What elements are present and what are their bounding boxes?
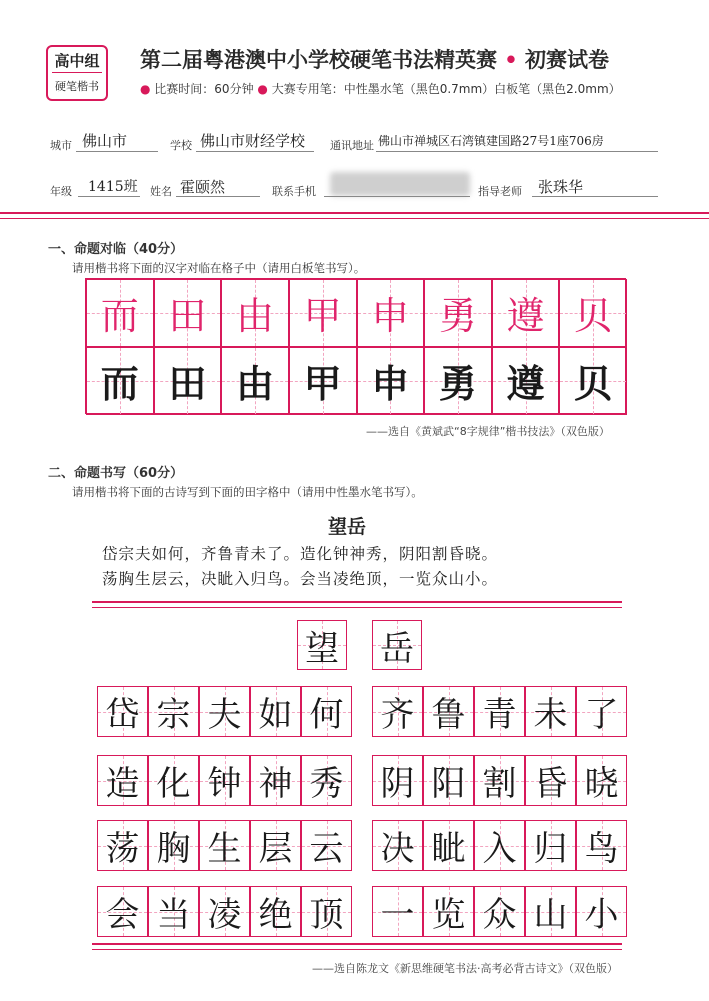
- poem-cell: [250, 820, 301, 871]
- poem-cell-char: 当: [156, 895, 191, 935]
- poem-cell-char: 入: [482, 829, 517, 869]
- phone-label: 联系手机: [272, 185, 316, 198]
- poem-cell-char: 何: [309, 695, 344, 735]
- model-cell: [221, 279, 289, 347]
- poem-cell-char: 归: [533, 829, 568, 869]
- poem-cell: [576, 755, 627, 806]
- poem-cell: [301, 686, 352, 737]
- poem-cell: [250, 755, 301, 806]
- poem-cell: [148, 820, 199, 871]
- model-cell: [289, 279, 357, 347]
- copy-cell-char: 田: [168, 361, 207, 407]
- poem-line-2: 荡胸生层云，决眦入归鸟。会当凌绝顶，一览众山小。: [102, 570, 499, 588]
- poem-cell-char: 夫: [207, 695, 242, 735]
- copy-cell: [357, 347, 425, 415]
- poem-cell: [372, 886, 423, 937]
- poem-cell-char: 生: [207, 829, 242, 869]
- copy-cell-char: 勇: [438, 361, 477, 407]
- poem-cell-char: 宗: [156, 695, 191, 735]
- section2-rule-thin: [92, 607, 622, 608]
- poem-cell: [301, 820, 352, 871]
- copy-grid: [85, 278, 626, 414]
- copy-cell: [559, 347, 627, 415]
- school-label: 学校: [170, 139, 192, 152]
- teacher-value[interactable]: 张珠华: [538, 178, 584, 196]
- poem-cell: [474, 686, 525, 737]
- copy-cell: [289, 347, 357, 415]
- poem-cell-char: 造: [105, 764, 140, 804]
- copy-cell-char: 由: [236, 361, 275, 407]
- poem-cell: [148, 686, 199, 737]
- poem-cell-char: 未: [533, 695, 568, 735]
- contest-info: ● 比赛时间：60分钟 ● 大赛专用笔：中性墨水笔（黑色0.7mm）白板笔（黑色2.0mm）: [140, 82, 621, 96]
- poem-cell: [250, 686, 301, 737]
- poem-cell: [372, 820, 423, 871]
- section2-rule: [92, 601, 622, 603]
- page-title: [140, 44, 609, 74]
- poem-cell-char: 如: [258, 695, 293, 735]
- model-cell-char: 勇: [438, 294, 477, 339]
- copy-cell-char: 甲: [303, 361, 342, 407]
- copy-cell-char: 遵: [506, 361, 545, 407]
- name-underline: [176, 196, 260, 197]
- section2-instruction: 请用楷书将下面的古诗写到下面的田字格中（请用中性墨水笔书写）。: [72, 485, 423, 499]
- poem-cell: [576, 686, 627, 737]
- model-cell-char: 甲: [303, 294, 342, 339]
- header-rule: [0, 212, 709, 214]
- poem-cell: [525, 886, 576, 937]
- grade-label: 年级: [50, 185, 72, 198]
- poem-cell-char: 青: [482, 695, 517, 735]
- poem-cell-char: 凌: [207, 895, 242, 935]
- poem-cell-char: 众: [482, 895, 517, 935]
- poem-cell: [250, 886, 301, 937]
- name-value[interactable]: 霍颐然: [180, 178, 226, 196]
- copy-cell: [221, 347, 289, 415]
- name-label: 姓名: [150, 185, 172, 198]
- poem-cell-char: 绝: [258, 895, 293, 935]
- model-cell: [86, 279, 154, 347]
- copy-cell: [424, 347, 492, 415]
- poem-cell-char: 了: [584, 695, 619, 735]
- model-cell-char: 遵: [506, 294, 545, 339]
- poem-title: 望岳: [328, 516, 367, 538]
- poem-cell: [525, 686, 576, 737]
- poem-cell-char: 岱: [105, 695, 140, 735]
- contest-time: 比赛时间：60分钟: [154, 82, 254, 96]
- poem-cell-char: 割: [482, 764, 517, 804]
- poem-cell: [199, 755, 250, 806]
- city-value[interactable]: 佛山市: [82, 132, 128, 150]
- phone-redacted: [330, 172, 470, 196]
- poem-cell-char: 小: [584, 895, 619, 935]
- address-value[interactable]: 佛山市禅城区石湾镇建国路27号1座706房: [378, 134, 604, 148]
- poem-cell-char: 顶: [309, 895, 344, 935]
- section2-bottom-rule-thin: [92, 949, 622, 950]
- group-badge: [46, 45, 108, 101]
- title-cell: [297, 620, 347, 670]
- poem-cell-char: 一: [380, 895, 415, 935]
- school-value[interactable]: 佛山市财经学校: [200, 132, 306, 150]
- teacher-label: 指导老师: [478, 185, 522, 198]
- section1-credit: ——选自《黄斌武“8字规律”楷书技法》（双色版）: [366, 425, 610, 438]
- address-underline: [376, 151, 658, 152]
- poem-cell: [301, 755, 352, 806]
- poem-cell-char: 齐: [380, 695, 415, 735]
- poem-cell: [474, 886, 525, 937]
- poem-cell: [423, 686, 474, 737]
- title-cell-char: 岳: [380, 628, 414, 669]
- city-underline: [76, 151, 158, 152]
- title-suffix: 初赛试卷: [525, 48, 610, 72]
- poem-cell: [199, 686, 250, 737]
- poem-cell-char: 眦: [431, 829, 466, 869]
- city-label: 城市: [50, 139, 72, 152]
- poem-cell-char: 昏: [533, 764, 568, 804]
- poem-cell-char: 云: [309, 829, 344, 869]
- poem-cell: [423, 886, 474, 937]
- poem-cell: [474, 755, 525, 806]
- section1-heading: 一、命题对临（40分）: [48, 242, 184, 257]
- school-underline: [196, 151, 314, 152]
- poem-cell-char: 鲁: [431, 695, 466, 735]
- section2-bottom-rule: [92, 943, 622, 945]
- model-cell: [492, 279, 560, 347]
- copy-cell: [154, 347, 222, 415]
- copy-cell: [86, 347, 154, 415]
- grade-underline: [78, 196, 140, 197]
- badge-category: 硬笔楷书: [55, 80, 99, 93]
- poem-cell: [525, 820, 576, 871]
- poem-cell: [525, 755, 576, 806]
- poem-cell: [372, 686, 423, 737]
- poem-cell: [301, 886, 352, 937]
- model-cell: [154, 279, 222, 347]
- poem-cell: [576, 820, 627, 871]
- teacher-underline: [532, 196, 658, 197]
- poem-cell-char: 览: [431, 895, 466, 935]
- poem-cell-char: 荡: [105, 829, 140, 869]
- poem-cell-char: 晓: [584, 764, 619, 804]
- model-cell: [559, 279, 627, 347]
- model-cell: [357, 279, 425, 347]
- address-label: 通讯地址: [330, 139, 374, 152]
- section2-credit: ——选自陈龙文《新思维硬笔书法·高考必背古诗文》（双色版）: [312, 962, 618, 975]
- poem-cell-char: 秀: [309, 764, 344, 804]
- poem-cell-char: 会: [105, 895, 140, 935]
- copy-cell-char: 申: [371, 361, 410, 407]
- poem-cell: [97, 886, 148, 937]
- title-cell-char: 望: [305, 628, 339, 669]
- poem-cell: [148, 755, 199, 806]
- poem-cell: [423, 755, 474, 806]
- poem-cell-char: 化: [156, 764, 191, 804]
- poem-line-1: 岱宗夫如何，齐鲁青未了。造化钟神秀，阴阳割昏晓。: [102, 545, 499, 563]
- poem-cell-char: 层: [258, 829, 293, 869]
- title-dot: •: [497, 48, 526, 72]
- poem-cell-char: 鸟: [584, 829, 619, 869]
- poem-cell: [474, 820, 525, 871]
- contest-pen: 大赛专用笔：中性墨水笔（黑色0.7mm）白板笔（黑色2.0mm）: [271, 82, 621, 96]
- model-cell: [424, 279, 492, 347]
- poem-cell-char: 钟: [207, 764, 242, 804]
- model-cell-char: 申: [371, 294, 410, 339]
- poem-cell: [199, 886, 250, 937]
- model-cell-char: 贝: [574, 294, 613, 339]
- badge-divider: [52, 72, 102, 73]
- poem-cell: [423, 820, 474, 871]
- poem-cell: [199, 820, 250, 871]
- poem-cell-char: 阳: [431, 764, 466, 804]
- section1-instruction: 请用楷书将下面的汉字对临在格子中（请用白板笔书写）。: [72, 261, 366, 275]
- poem-cell: [148, 886, 199, 937]
- header-rule-thin: [0, 218, 709, 219]
- title-main: 第二届粤港澳中小学校硬笔书法精英赛: [140, 48, 497, 72]
- section2-heading: 二、命题书写（60分）: [48, 466, 184, 481]
- poem-cell-char: 决: [380, 829, 415, 869]
- poem-cell: [97, 820, 148, 871]
- poem-cell-char: 神: [258, 764, 293, 804]
- poem-cell-char: 山: [533, 895, 568, 935]
- title-cell: [372, 620, 422, 670]
- phone-underline: [324, 196, 470, 197]
- poem-cell-char: 阴: [380, 764, 415, 804]
- poem-cell: [372, 755, 423, 806]
- poem-cell: [97, 755, 148, 806]
- grade-value[interactable]: 1415班: [88, 179, 138, 195]
- poem-cell-char: 胸: [156, 829, 191, 869]
- poem-cell: [576, 886, 627, 937]
- copy-cell: [492, 347, 560, 415]
- copy-cell-char: 贝: [574, 361, 613, 407]
- model-cell-char: 田: [168, 294, 207, 339]
- copy-cell-char: 而: [100, 361, 139, 407]
- model-cell-char: 由: [236, 294, 275, 339]
- poem-cell: [97, 686, 148, 737]
- badge-level: 高中组: [54, 52, 100, 70]
- model-cell-char: 而: [100, 294, 139, 339]
